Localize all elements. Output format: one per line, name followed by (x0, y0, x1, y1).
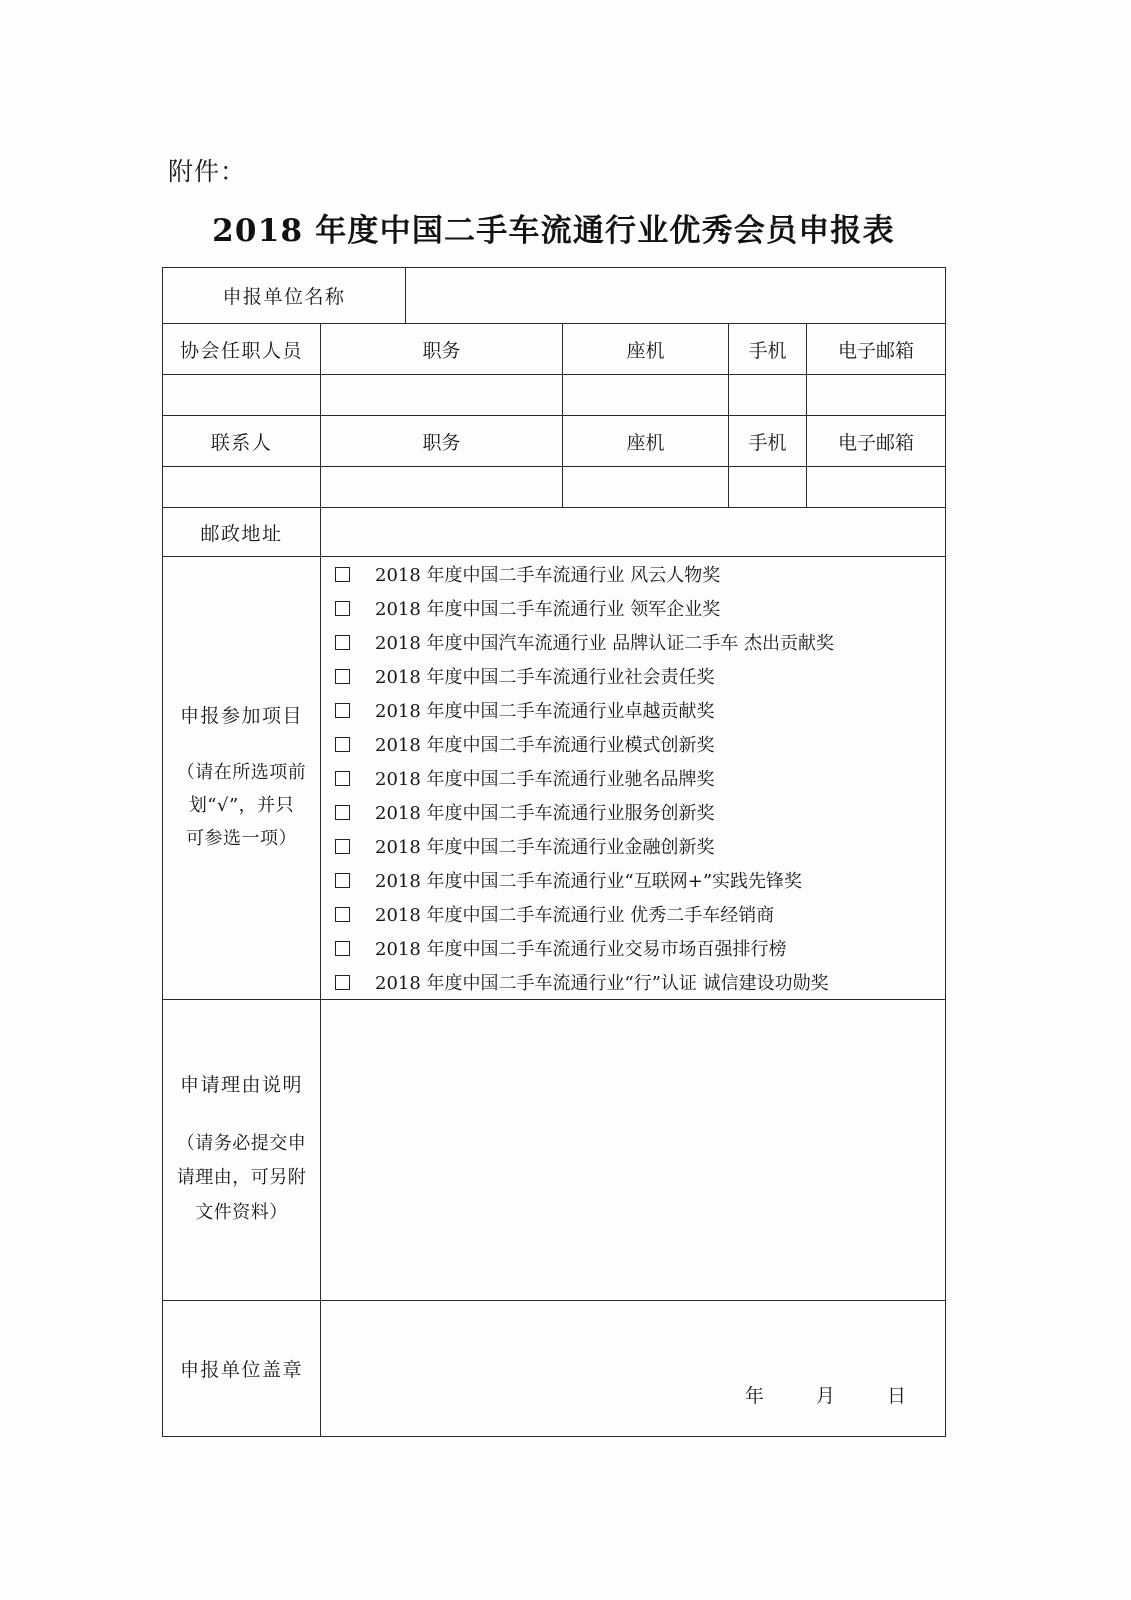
reason-label-heading: 申请理由说明 (179, 1074, 303, 1097)
column-header-landline: 座机 (563, 324, 729, 375)
date-year-label: 年 (744, 1385, 765, 1407)
project-option[interactable] (321, 863, 945, 897)
projects-list (321, 557, 946, 1000)
project-option-label: 2018 年度中国二手车流通行业驰名品牌奖 (375, 769, 715, 790)
column-header-position: 职务 (321, 324, 563, 375)
association-staff-label: 协会任职人员 (163, 324, 321, 375)
association-staff-landline-field[interactable] (563, 375, 729, 416)
checkbox-icon[interactable] (335, 805, 350, 820)
column-header-email-2: 电子邮箱 (807, 416, 946, 467)
table-row-seal (163, 1301, 946, 1437)
project-option[interactable] (321, 761, 945, 795)
project-option[interactable] (321, 625, 945, 659)
reason-text-area[interactable] (321, 1000, 946, 1301)
projects-label-cell (163, 557, 321, 1000)
reason-label-cell (163, 1000, 321, 1301)
table-row-contact-person-header (163, 416, 946, 467)
postal-address-label: 邮政地址 (163, 508, 321, 557)
project-option-label: 2018 年度中国二手车流通行业 优秀二手车经销商 (375, 905, 775, 926)
date-day-label: 日 (887, 1385, 908, 1407)
contact-person-position-field[interactable] (321, 467, 563, 508)
project-option-label: 2018 年度中国汽车流通行业 品牌认证二手车 杰出贡献奖 (375, 633, 834, 654)
checkbox-icon[interactable] (335, 941, 350, 956)
applicant-name-label: 申报单位名称 (163, 268, 406, 324)
table-row-contact-person-values (163, 467, 946, 508)
reason-note-line-3: 文件资料） (195, 1201, 288, 1223)
checkbox-icon[interactable] (335, 771, 350, 786)
table-row-projects (163, 557, 946, 1000)
project-option-label: 2018 年度中国二手车流通行业 风云人物奖 (375, 565, 721, 586)
table-row-association-staff-values (163, 375, 946, 416)
reason-label-note (163, 1127, 320, 1230)
project-option[interactable] (321, 659, 945, 693)
table-row-applicant-name (163, 268, 946, 324)
project-option[interactable] (321, 965, 945, 999)
project-option-label: 2018 年度中国二手车流通行业服务创新奖 (375, 803, 715, 824)
project-option[interactable] (321, 557, 945, 591)
projects-label-note (163, 756, 320, 856)
reason-note-line-1: （请务必提交申 (176, 1133, 307, 1155)
table-row-association-staff-header (163, 324, 946, 375)
checkbox-icon[interactable] (335, 601, 350, 616)
project-option[interactable] (321, 931, 945, 965)
contact-person-landline-field[interactable] (563, 467, 729, 508)
date-line (745, 1381, 907, 1408)
checkbox-icon[interactable] (335, 737, 350, 752)
project-option-label: 2018 年度中国二手车流通行业“互联网+”实践先锋奖 (375, 871, 803, 892)
checkbox-icon[interactable] (335, 975, 350, 990)
date-month-label: 月 (815, 1385, 836, 1407)
project-option[interactable] (321, 897, 945, 931)
project-option[interactable] (321, 727, 945, 761)
project-option[interactable] (321, 829, 945, 863)
attachment-label: 附件： (168, 157, 247, 186)
projects-note-line-1: （请在所选项前 (176, 761, 307, 783)
projects-note-line-2: 划“√”，并只 (188, 794, 295, 816)
projects-note-line-3: 可参选一项） (186, 828, 297, 850)
checkbox-icon[interactable] (335, 873, 350, 888)
applicant-name-field[interactable] (406, 268, 946, 324)
project-option-label: 2018 年度中国二手车流通行业“行”认证 诚信建设功勋奖 (375, 973, 829, 994)
column-header-mobile-2: 手机 (729, 416, 807, 467)
contact-person-name-field[interactable] (163, 467, 321, 508)
checkbox-icon[interactable] (335, 907, 350, 922)
project-option-label: 2018 年度中国二手车流通行业社会责任奖 (375, 667, 715, 688)
association-staff-mobile-field[interactable] (729, 375, 807, 416)
checkbox-icon[interactable] (335, 567, 350, 582)
project-option[interactable] (321, 795, 945, 829)
project-option-label: 2018 年度中国二手车流通行业交易市场百强排行榜 (375, 939, 787, 960)
project-option-label: 2018 年度中国二手车流通行业卓越贡献奖 (375, 701, 715, 722)
checkbox-icon[interactable] (335, 669, 350, 684)
contact-person-mobile-field[interactable] (729, 467, 807, 508)
project-option-label: 2018 年度中国二手车流通行业 领军企业奖 (375, 599, 721, 620)
column-header-landline-2: 座机 (563, 416, 729, 467)
page-title: 2018 年度中国二手车流通行业优秀会员申报表 (212, 213, 895, 249)
association-staff-position-field[interactable] (321, 375, 563, 416)
checkbox-icon[interactable] (335, 839, 350, 854)
postal-address-field[interactable] (321, 508, 946, 557)
table-row-reason (163, 1000, 946, 1301)
association-staff-name-field[interactable] (163, 375, 321, 416)
column-header-position-2: 职务 (321, 416, 563, 467)
seal-area[interactable] (321, 1301, 946, 1437)
project-option-label: 2018 年度中国二手车流通行业金融创新奖 (375, 837, 715, 858)
checkbox-icon[interactable] (335, 703, 350, 718)
contact-person-label: 联系人 (163, 416, 321, 467)
project-option[interactable] (321, 693, 945, 727)
association-staff-email-field[interactable] (807, 375, 946, 416)
application-form-table (162, 267, 946, 1437)
column-header-email: 电子邮箱 (807, 324, 946, 375)
contact-person-email-field[interactable] (807, 467, 946, 508)
reason-note-line-2: 请理由，可另附 (176, 1167, 307, 1189)
projects-label-heading: 申报参加项目 (179, 704, 303, 727)
checkbox-icon[interactable] (335, 635, 350, 650)
table-row-postal-address (163, 508, 946, 557)
column-header-mobile: 手机 (729, 324, 807, 375)
project-option-label: 2018 年度中国二手车流通行业模式创新奖 (375, 735, 715, 756)
project-option[interactable] (321, 591, 945, 625)
seal-label: 申报单位盖章 (163, 1301, 321, 1437)
